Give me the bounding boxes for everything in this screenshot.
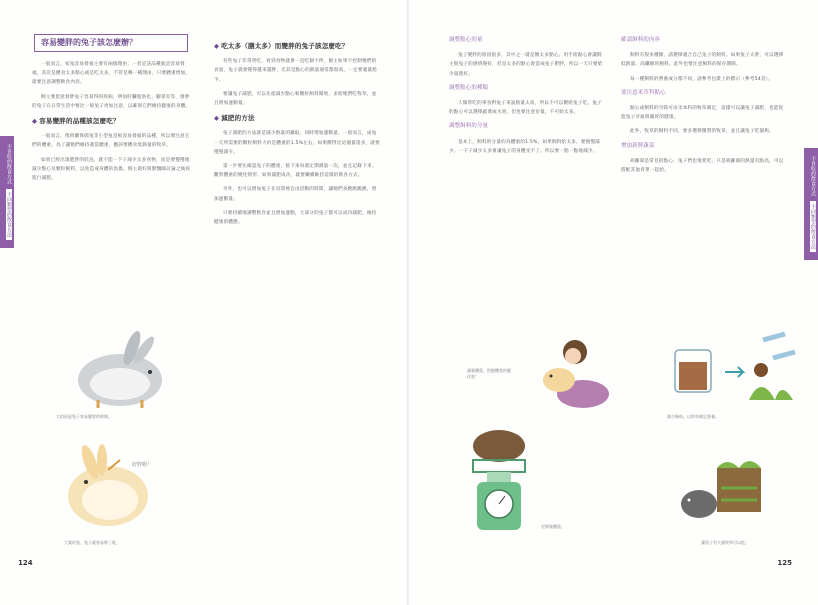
fat-rabbit-illustration (58, 330, 168, 410)
subheading: ◆ 吃太多（膳太多）而變胖的兔子該怎麼吃？ (214, 42, 349, 50)
paragraph: 點心或飼料的空缺可由禾本科的牧草補足，這樣可以讓兔子減肥，也能促進兔子牙齒與腸胃的健康。 (621, 106, 784, 121)
hay-box-illustration (677, 448, 777, 538)
subheading: 要注意米草科點心 (621, 89, 666, 96)
caption: 大隻的兔，兔子就容易胖了呢。 (64, 540, 120, 545)
side-tab-sub: 不同類型的飲食方法 (6, 189, 12, 240)
paragraph: 每一種飼料的營養成分都不同，請參考包裝上的標示（參考54頁）。 (630, 76, 773, 82)
paragraph: 基本上，飼料的分量約為體重的1.5%，如果飼料給太多，要慢慢減少。一下子減少太多會讓兔子的身體受不了，所以要一點一點地減少。 (449, 139, 600, 154)
paragraph: 另外，也可以增加兔子在房間裡自由活動的時間，讓牠們多跑跑跳跳，增加運動量。 (214, 187, 377, 202)
left-column-2 (214, 36, 380, 232)
paragraph: 此外，牧草的飼料不同，要多選擇優質的牧草，並且讓兔子吃個夠。 (630, 129, 774, 135)
paragraph: 一般而言，家兔容易發福主要有兩個理由：一者是該品種就是容易發福，其次是餵食太多點心或是吃太多，不管是哪一種理由，只要體重增加，就要注意調整飲食內容。 (32, 62, 191, 86)
paragraph: 有些兔子非常貪吃，看到食物就會一直吃個不停，飼主如果不控制牠們的食量，兔子就會變得越來越胖，尤其是點心的熱量通常都很高，一定要適量給予。 (214, 59, 377, 83)
side-tab-main: 不肯吃的飲食方式 (6, 143, 12, 184)
caption: 減少飼料，以牧草補足營養。 (667, 414, 719, 419)
paragraph: 如果已經出現肥胖的狀況，就不能一下子減少太多食物，而是要慢慢地減少點心及顆粒飼料，以免造成身體的負擔。飼主最好與獸醫師討論之後再進行減肥。 (32, 157, 191, 182)
scratching-rabbit-illustration (48, 440, 168, 535)
right-side-tab (804, 148, 818, 260)
bullet-icon: ◆ (32, 117, 38, 126)
caption: 測量體重，把握體重的變化吧！ (467, 368, 511, 379)
subheading: 調整點心的量 (449, 37, 483, 43)
side-tab-sub: 不同類型的飲食方法 (810, 201, 816, 252)
speech-bubble: 好胖喔！ (132, 462, 153, 468)
caption: 讓兔子有大量牧草可以吃。 (701, 540, 749, 545)
caption: 大的因是兔子容易變胖的時期。 (56, 414, 112, 419)
left-column-1 (32, 60, 192, 188)
weighing-scale-illustration (459, 428, 539, 538)
paragraph: 只要持續地調整飲食並且增加運動，大部分的兔子都可以成功減肥，維持健康的體態。 (214, 210, 377, 226)
bullet-icon: ◆ (214, 42, 220, 50)
paragraph: 兔子減肥的方法就是減少熱量的攝取，同時增加運動量。一般而言，成兔一天所需要的顆粒飼料大約是體重的1.5%左右，如果餵得比這個量還多，就要慢慢減少。 (214, 131, 380, 155)
page-number-left: 124 (18, 559, 33, 567)
feed-jar-illustration (665, 330, 805, 420)
caption: 定期量體重。 (541, 524, 565, 529)
right-page (409, 0, 818, 605)
left-side-tab (0, 136, 14, 248)
subheading: ◆ 容易變胖的品種該怎麼吃？ (32, 117, 120, 126)
person-holding-rabbit-illustration (513, 332, 613, 412)
paragraph: 人類常吃的零食對兔子來說熱量太高，所以不可以餵給兔子吃。兔子的點心可以選擇蔬菜或水果，但也要注意份量，不可給太多。 (449, 101, 602, 116)
paragraph: 要讓兔子減肥，可以先從減少點心和顆粒飼料開始，多給牠們吃牧草，並且增加運動量。 (214, 91, 377, 107)
paragraph: 飼料有很多種類，請選擇適合自己兔子的飼料。如果兔子太胖，可以選擇低熱量、高纖維的飼料。此外也要注意飼料的保存期限。 (621, 53, 784, 68)
subheading: 調整點心的種類 (449, 84, 489, 91)
right-column-2 (621, 32, 785, 180)
side-tab-main: 不肯吃的飲食方式 (810, 155, 816, 196)
section-title: 容易變胖的兔子該怎麼辦？ (34, 34, 188, 52)
paragraph: 第一步要先確認兔子的體重，接下來每週定期測量一次，並且記錄下來，觀察體重的變化情形。如果減肥成功，就要繼續維持這樣的飲食方式。 (214, 164, 377, 179)
subheading: 增加新鮮蔬菜 (621, 142, 655, 149)
paragraph: 胡蘿蔔是常見的點心，兔子們也很愛吃，只是胡蘿蔔的熱量有點高，可以搭配其他青菜一起給。 (621, 158, 784, 174)
paragraph: 一般而言，像荷蘭侏儒兔等小型兔是較容易發福的品種，所以要注意它們的體重。為了讓牠們維持適當體重，應該要餵食低熱量的牧草。 (32, 134, 190, 149)
subheading: 確認飼料的內容 (621, 37, 661, 43)
subheading: ◆ 減肥的方法 (214, 114, 255, 123)
right-column-1 (449, 32, 605, 161)
page-number-right: 125 (777, 559, 792, 567)
bullet-icon: ◆ (214, 114, 220, 123)
paragraph: 飼主要留意發胖兔子容易得的疾病，例如肝臟脂肪化、腳掌炎等，發胖的兔子在日常生活中要比一般兔子更加注意，以確保它們維持健康的身體。 (32, 94, 191, 109)
paragraph: 兔子變胖的原因很多，其中之一就是餵太多點心。用手給點心會讓飼主與兔子的感情變好，但是太多的點心會造成兔子肥胖，所以一天只要給少量就好。 (449, 53, 603, 77)
subheading: 調整飼料的分量 (449, 123, 489, 130)
